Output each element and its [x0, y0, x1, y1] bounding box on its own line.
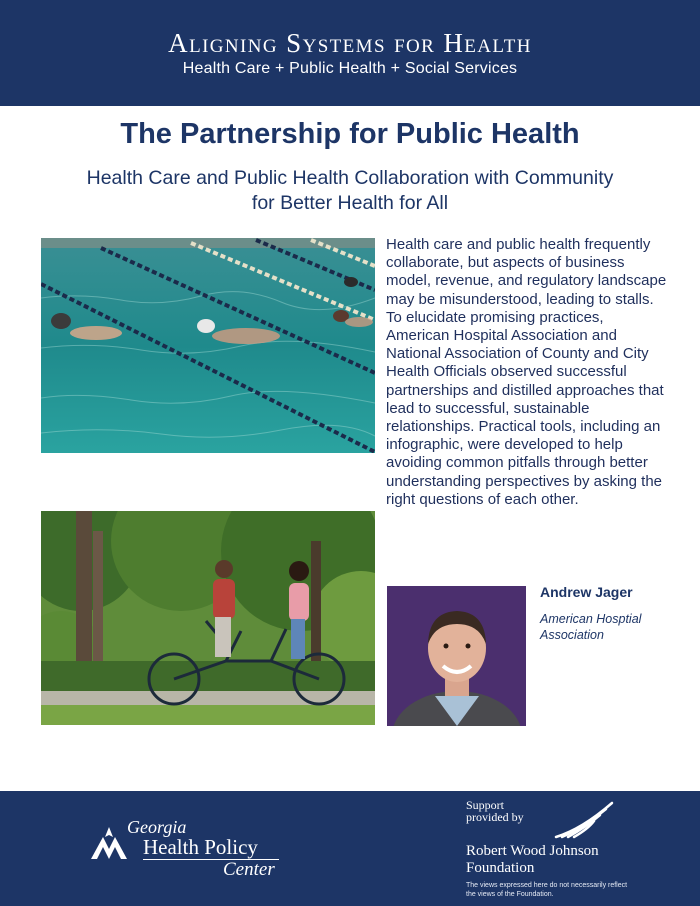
ghpc-name-line1: Georgia [127, 817, 187, 837]
page-subtitle: Health Care and Public Health Collaboration with Community for Better Health for All [86, 167, 614, 214]
ghpc-name-line3: Center [223, 859, 275, 880]
series-title: Aligning Systems for Health [168, 28, 532, 58]
rwjf-wing-icon [552, 799, 616, 841]
page-title: The Partnership for Public Health [120, 118, 580, 150]
header-banner [0, 0, 700, 106]
speaker-bio [540, 584, 690, 643]
footer-banner [0, 791, 700, 906]
speaker-portrait [387, 586, 526, 726]
series-subtitle: Health Care + Public Health + Social Services [182, 60, 518, 77]
speaker-name: Andrew Jager [540, 584, 633, 600]
footer-disclaimer: The views expressed here do not necessarily reflect the views of the Foundation. [466, 882, 628, 898]
description-paragraph: Health care and public health frequently collaborate, but aspects of business model, revenue, and regulatory landscape may be misunderstood, leading to stalls. To elucidate promising practices, American Hospital Association and National Association of County and City Health Officials observed successful partnerships and distilled approaches that lead to successful, sustainable relationships. Practical tools, including an infographic, were developed to help avoiding common pitfalls through better understanding perspectives by asking the right questions of each other. [386, 236, 667, 508]
ghpc-name-line2: Health Policy [143, 835, 258, 859]
support-label: Support provided by [466, 798, 524, 824]
ghpc-emblem-icon [87, 825, 131, 861]
rwjf-name: Robert Wood Johnson Foundation [466, 843, 599, 876]
swimming-pool-photo [41, 238, 375, 453]
speaker-organization: American Hosptial Association [540, 612, 642, 642]
tandem-bicycle-photo [41, 511, 375, 725]
georgia-health-policy-center-logo [87, 819, 297, 879]
